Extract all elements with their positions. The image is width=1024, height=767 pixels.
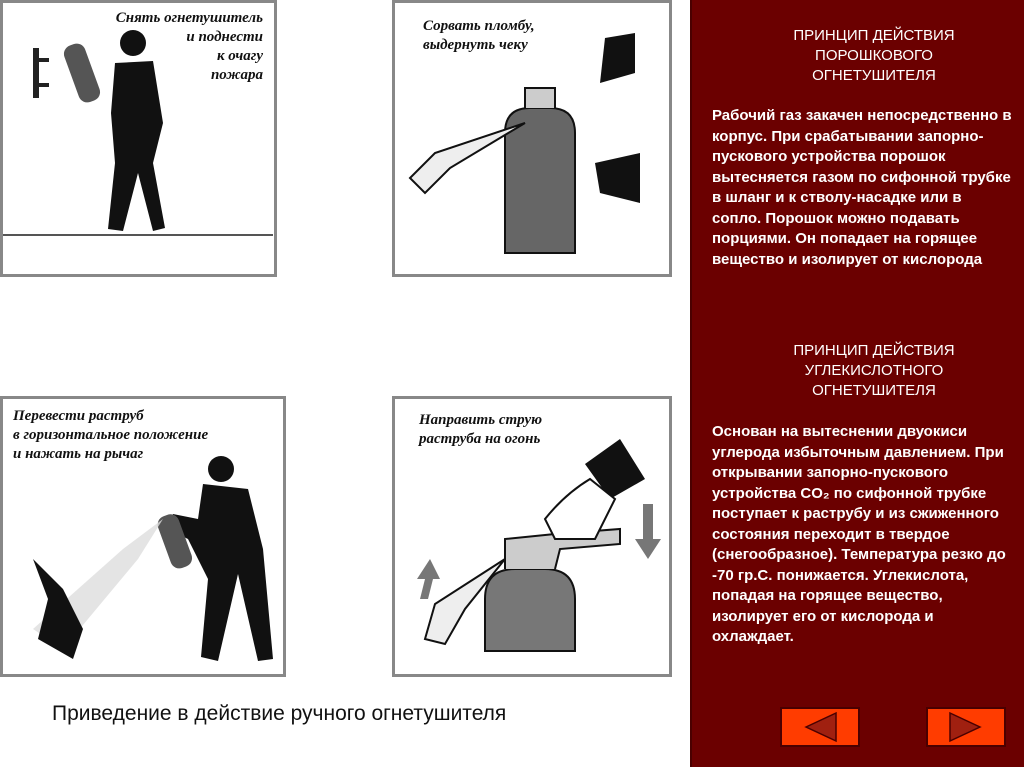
caption-line: выдернуть чеку: [423, 37, 528, 53]
heading-line: ПРИНЦИП ДЕЙСТВИЯ: [793, 342, 955, 359]
caption-line: Направить струю: [419, 412, 543, 428]
caption-line: Сорвать пломбу,: [423, 18, 535, 34]
heading-line: ОГНЕТУШИТЕЛЯ: [812, 382, 936, 399]
previous-slide-button[interactable]: [780, 707, 860, 747]
step-3-frame: [0, 396, 286, 677]
caption-line: Снять огнетушитель: [115, 10, 263, 26]
heading-line: ПОРОШКОВОГО: [815, 47, 933, 64]
caption-line: раструба на огонь: [419, 431, 541, 447]
caption-line: к очагу: [216, 48, 263, 64]
caption-line: пожара: [210, 67, 263, 83]
next-slide-button[interactable]: [926, 707, 1006, 747]
caption-line: и нажать на рычаг: [13, 446, 144, 462]
heading-line: ПРИНЦИП ДЕЙСТВИЯ: [793, 27, 955, 44]
info-panel: [690, 0, 1024, 767]
caption-line: Перевести раструб: [13, 408, 144, 424]
step-1-frame: [0, 0, 277, 277]
powder-text: Рабочий газ закачен непосредственно в корпус. При срабатывании запорно-пускового устройства порошок вытесняется газом по сифонной трубке в шланг и к стволу-насадке или в сопло. Порошок можно подавать порциями. Он попадает на горящее вещество и изолирует от кислорода: [712, 107, 1012, 268]
step-2-frame: [392, 0, 672, 277]
powder-heading: [752, 26, 996, 86]
step-4-frame: [392, 396, 672, 677]
co2-text: Основан на вытеснении двуокиси углерода избыточным давлением. При открывании запорно-пускового устройства CO₂ по сифонной трубке поступает к раструбу и из сжиженного состояния переходит в твердое (снегообразное). Температура резко до -70 гр.С. понижается. Углекислота, попадая на горящее вещество, изолирует его от кислорода и охлаждает.: [712, 423, 1006, 645]
heading-line: ОГНЕТУШИТЕЛЯ: [812, 67, 936, 84]
slide-title: Приведение в действие ручного огнетушителя: [52, 702, 507, 725]
caption-line: в горизонтальное положение: [13, 427, 209, 443]
co2-heading: [752, 341, 996, 401]
heading-line: УГЛЕКИСЛОТНОГО: [804, 362, 944, 379]
caption-line: и поднести: [186, 29, 263, 45]
right-arrow-icon: [928, 709, 1004, 745]
left-arrow-icon: [782, 709, 858, 745]
